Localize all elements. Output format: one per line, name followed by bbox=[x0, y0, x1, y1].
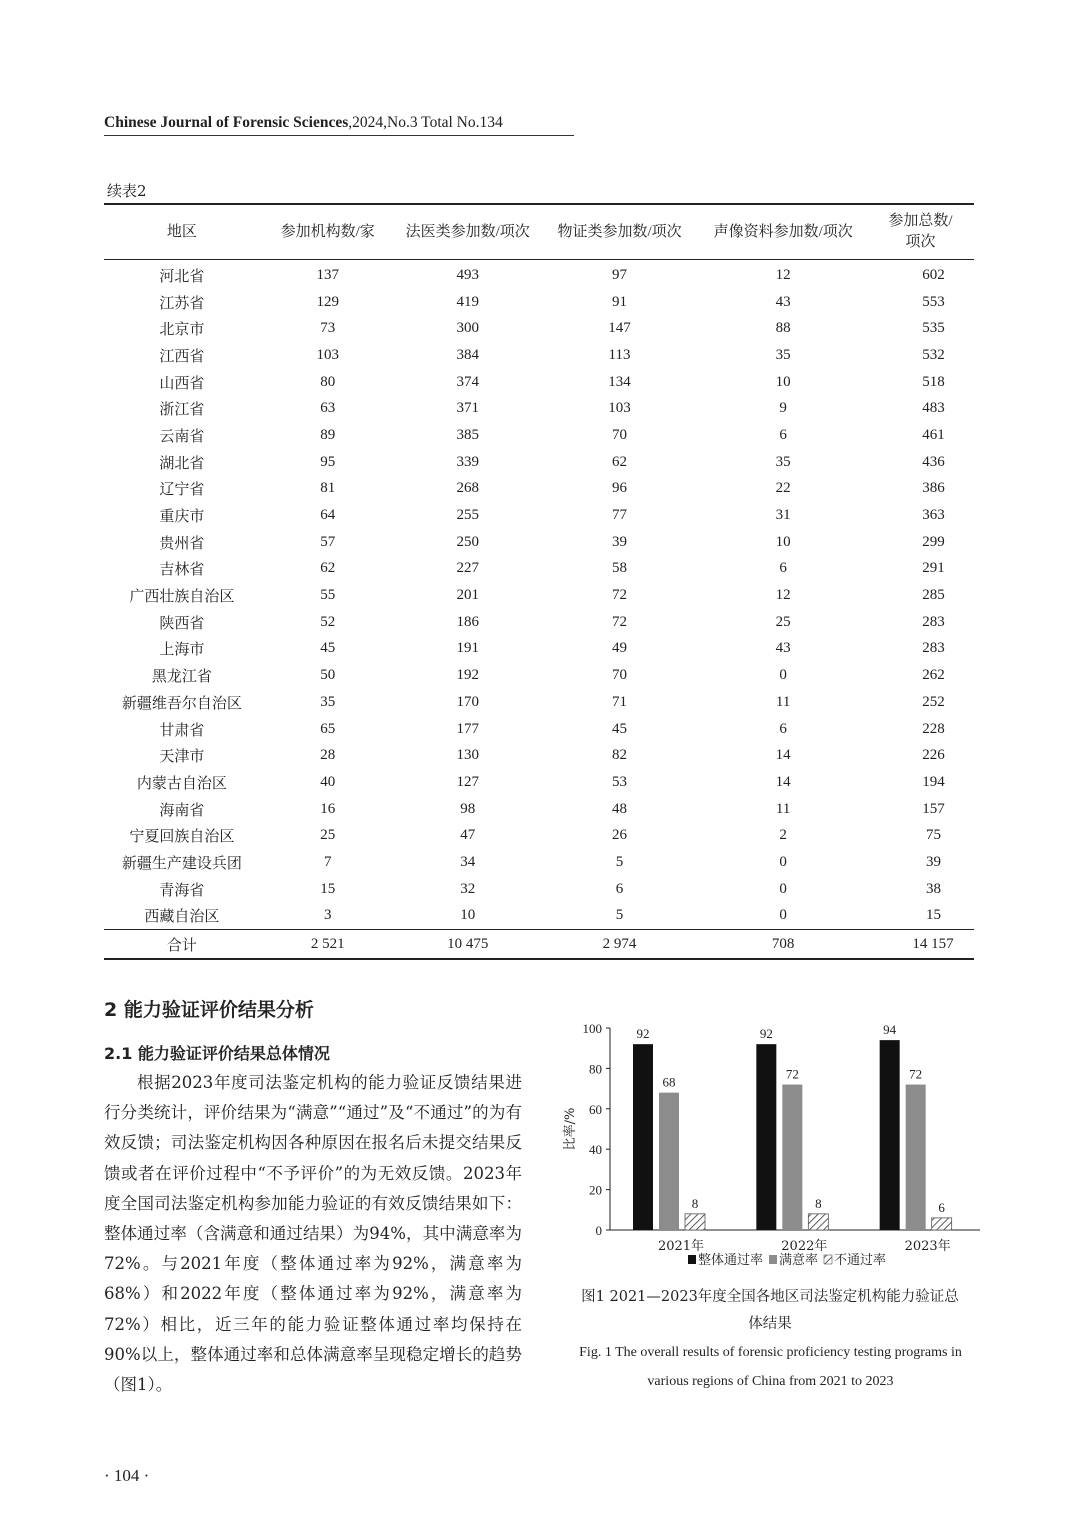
y-tick-label: 80 bbox=[589, 1061, 602, 1077]
forensic-medicine-cell: 374 bbox=[456, 373, 479, 390]
institutions-cell: 62 bbox=[320, 560, 336, 577]
table-row bbox=[104, 315, 974, 342]
audiovisual-cell: 11 bbox=[775, 800, 791, 817]
institutions-cell: 3 bbox=[323, 907, 332, 924]
physical-evidence-cell: 58 bbox=[612, 560, 628, 577]
table-row bbox=[104, 556, 974, 583]
forensic-medicine-cell: 177 bbox=[456, 720, 479, 737]
data-label: 94 bbox=[883, 1022, 897, 1038]
table-row bbox=[104, 582, 974, 609]
institutions-cell: 16 bbox=[320, 800, 336, 817]
institutions-cell: 28 bbox=[320, 747, 336, 764]
table-body bbox=[104, 260, 974, 930]
total-cell: 228 bbox=[922, 720, 945, 737]
institutions-cell: 52 bbox=[320, 613, 336, 630]
total-cell: 291 bbox=[922, 560, 945, 577]
column-header: 地区 bbox=[166, 223, 197, 240]
table-row bbox=[104, 342, 974, 369]
physical-evidence-cell: 6 bbox=[615, 880, 624, 897]
institutions-cell: 25 bbox=[320, 827, 336, 844]
forensic-medicine-cell: 268 bbox=[456, 480, 479, 497]
table-row bbox=[104, 449, 974, 476]
physical-evidence-cell: 72 bbox=[612, 587, 628, 604]
forensic-medicine-cell: 419 bbox=[456, 293, 479, 310]
physical-evidence-cell: 45 bbox=[612, 720, 628, 737]
total-cell: 553 bbox=[922, 293, 945, 310]
region-cell: 北京市 bbox=[159, 322, 205, 339]
region-cell: 江西省 bbox=[159, 348, 205, 365]
region-cell: 云南省 bbox=[159, 428, 205, 445]
total-cell: 38 bbox=[925, 880, 941, 897]
audiovisual-cell: 35 bbox=[775, 453, 791, 470]
region-cell: 内蒙古自治区 bbox=[136, 775, 227, 792]
data-label: 92 bbox=[636, 1026, 650, 1042]
audiovisual-cell: 0 bbox=[779, 853, 787, 870]
y-axis-label: 比率/% bbox=[563, 1107, 578, 1151]
y-tick-label: 100 bbox=[582, 1021, 602, 1036]
table-row bbox=[104, 260, 974, 289]
physical-evidence-cell: 48 bbox=[612, 800, 628, 817]
data-label: 6 bbox=[938, 1199, 945, 1215]
bar-整体通过率 bbox=[880, 1040, 900, 1230]
region-cell: 上海市 bbox=[159, 642, 205, 659]
table-row bbox=[104, 849, 974, 876]
table-row bbox=[104, 395, 974, 422]
region-cell: 天津市 bbox=[159, 749, 205, 766]
page-number: · 104 · bbox=[104, 1466, 150, 1485]
region-cell: 宁夏回族自治区 bbox=[129, 829, 235, 846]
bar-整体通过率 bbox=[633, 1044, 653, 1230]
forensic-medicine-cell: 47 bbox=[460, 827, 476, 844]
table-row bbox=[104, 369, 974, 396]
institutions-cell: 73 bbox=[320, 320, 336, 337]
forensic-medicine-cell: 250 bbox=[456, 533, 479, 550]
column-header: 参加机构数/家 bbox=[280, 223, 375, 240]
physical-evidence-cell: 62 bbox=[612, 453, 628, 470]
forensic-medicine-cell: 186 bbox=[456, 613, 479, 630]
bar-不通过率 bbox=[808, 1214, 828, 1230]
forensic-medicine-cell: 10 bbox=[460, 907, 476, 924]
legend-label: 不通过率 bbox=[834, 1253, 887, 1268]
total-cell: 226 bbox=[922, 747, 945, 764]
physical-evidence-cell: 49 bbox=[612, 640, 628, 657]
participation-table bbox=[104, 203, 974, 960]
subsection-title: 2.1 能力验证评价结果总体情况 bbox=[104, 1044, 330, 1063]
total-cell: 363 bbox=[922, 507, 945, 524]
legend-label: 满意率 bbox=[779, 1253, 819, 1268]
table-row bbox=[104, 769, 974, 796]
audiovisual-cell: 14 bbox=[775, 747, 791, 764]
physical-evidence-cell: 97 bbox=[612, 266, 628, 283]
bar-满意率 bbox=[782, 1085, 802, 1230]
physical-evidence-cell: 72 bbox=[612, 613, 628, 630]
total-forensic-medicine-cell: 10 475 bbox=[447, 935, 489, 952]
audiovisual-cell: 12 bbox=[775, 587, 791, 604]
forensic-medicine-cell: 201 bbox=[456, 587, 479, 604]
table-row bbox=[104, 689, 974, 716]
audiovisual-cell: 11 bbox=[775, 693, 791, 710]
total-cell: 39 bbox=[925, 853, 941, 870]
total-cell: 15 bbox=[925, 907, 941, 924]
audiovisual-cell: 0 bbox=[779, 880, 787, 897]
issue-info: ,2024,No.3 Total No.134 bbox=[348, 114, 503, 131]
audiovisual-cell: 31 bbox=[775, 507, 791, 524]
audiovisual-cell: 2 bbox=[779, 827, 787, 844]
audiovisual-cell: 25 bbox=[775, 613, 791, 630]
region-cell: 浙江省 bbox=[159, 402, 205, 419]
total-institutions-cell: 2 521 bbox=[310, 935, 345, 952]
region-cell: 海南省 bbox=[159, 802, 205, 819]
region-cell: 青海省 bbox=[159, 882, 205, 899]
forensic-medicine-cell: 191 bbox=[456, 640, 479, 657]
total-cell: 386 bbox=[922, 480, 945, 497]
forensic-medicine-cell: 371 bbox=[456, 400, 479, 417]
legend-swatch bbox=[769, 1255, 777, 1264]
table-row bbox=[104, 476, 974, 503]
running-header bbox=[104, 113, 574, 136]
table-row bbox=[104, 742, 974, 769]
region-cell: 湖北省 bbox=[159, 455, 205, 472]
y-tick-label: 40 bbox=[589, 1142, 602, 1158]
physical-evidence-cell: 70 bbox=[612, 426, 628, 443]
institutions-cell: 137 bbox=[316, 266, 339, 283]
table-row bbox=[104, 422, 974, 449]
data-label: 68 bbox=[662, 1074, 676, 1090]
audiovisual-cell: 10 bbox=[775, 533, 791, 550]
total-cell: 602 bbox=[922, 266, 945, 283]
physical-evidence-cell: 103 bbox=[608, 400, 631, 417]
table-total-row bbox=[104, 930, 974, 960]
total-physical-evidence-cell: 2 974 bbox=[602, 935, 637, 952]
total-cell: 283 bbox=[922, 613, 945, 630]
total-cell: 75 bbox=[925, 827, 941, 844]
table-row bbox=[104, 502, 974, 529]
total-cell: 194 bbox=[922, 773, 945, 790]
total-cell: 283 bbox=[922, 640, 945, 657]
column-header: 参加总数/ 项次 bbox=[888, 213, 953, 250]
table-caption: 续表2 bbox=[107, 182, 147, 200]
figure-1-chart bbox=[560, 1012, 980, 1282]
region-cell: 黑龙江省 bbox=[151, 669, 212, 686]
table-row bbox=[104, 822, 974, 849]
total-audiovisual-cell: 708 bbox=[771, 935, 795, 952]
region-cell: 甘肃省 bbox=[159, 722, 205, 739]
total-cell: 483 bbox=[922, 400, 945, 417]
data-label: 72 bbox=[909, 1066, 923, 1082]
bar-满意率 bbox=[906, 1085, 926, 1230]
total-cell: 252 bbox=[922, 693, 945, 710]
institutions-cell: 57 bbox=[320, 533, 336, 550]
table-header-row bbox=[104, 204, 974, 260]
institutions-cell: 55 bbox=[320, 587, 336, 604]
table-row bbox=[104, 903, 974, 930]
table-row bbox=[104, 529, 974, 556]
audiovisual-cell: 43 bbox=[775, 640, 791, 657]
forensic-medicine-cell: 170 bbox=[456, 693, 479, 710]
institutions-cell: 65 bbox=[320, 720, 336, 737]
total-cell: 262 bbox=[922, 667, 945, 684]
audiovisual-cell: 10 bbox=[775, 373, 791, 390]
physical-evidence-cell: 71 bbox=[612, 693, 628, 710]
audiovisual-cell: 14 bbox=[775, 773, 791, 790]
total-cell: 157 bbox=[922, 800, 945, 817]
institutions-cell: 95 bbox=[320, 453, 336, 470]
forensic-medicine-cell: 493 bbox=[456, 266, 479, 283]
institutions-cell: 129 bbox=[316, 293, 339, 310]
institutions-cell: 45 bbox=[320, 640, 336, 657]
figure-caption-cn: 图1 2021—2023年度全国各地区司法鉴定机构能力验证总体结果 bbox=[581, 1289, 959, 1332]
institutions-cell: 7 bbox=[323, 853, 332, 870]
forensic-medicine-cell: 127 bbox=[456, 773, 479, 790]
audiovisual-cell: 12 bbox=[775, 266, 791, 283]
table-row bbox=[104, 876, 974, 903]
forensic-medicine-cell: 192 bbox=[456, 667, 479, 684]
institutions-cell: 103 bbox=[316, 346, 339, 363]
bar-chart-svg bbox=[560, 1012, 980, 1282]
table-row bbox=[104, 636, 974, 663]
region-cell: 西藏自治区 bbox=[144, 909, 220, 926]
y-tick-label: 20 bbox=[589, 1182, 602, 1198]
total-cell: 535 bbox=[922, 320, 945, 337]
section-title: 2 能力验证评价结果分析 bbox=[104, 999, 314, 1021]
bar-满意率 bbox=[659, 1093, 679, 1230]
region-cell: 新疆生产建设兵团 bbox=[121, 855, 242, 872]
audiovisual-cell: 0 bbox=[779, 667, 787, 684]
institutions-cell: 50 bbox=[320, 667, 336, 684]
legend-swatch bbox=[824, 1255, 832, 1264]
physical-evidence-cell: 5 bbox=[615, 907, 624, 924]
audiovisual-cell: 88 bbox=[775, 320, 791, 337]
forensic-medicine-cell: 300 bbox=[456, 320, 479, 337]
audiovisual-cell: 6 bbox=[779, 720, 787, 737]
audiovisual-cell: 43 bbox=[775, 293, 791, 310]
physical-evidence-cell: 113 bbox=[608, 346, 631, 363]
total-total-cell: 14 157 bbox=[912, 935, 954, 952]
region-cell: 吉林省 bbox=[159, 562, 205, 579]
data-label: 8 bbox=[815, 1195, 822, 1211]
total-cell: 532 bbox=[922, 346, 945, 363]
bar-不通过率 bbox=[685, 1214, 705, 1230]
physical-evidence-cell: 96 bbox=[612, 480, 628, 497]
physical-evidence-cell: 134 bbox=[608, 373, 631, 390]
physical-evidence-cell: 26 bbox=[612, 827, 628, 844]
x-tick-label: 2022年 bbox=[781, 1239, 828, 1254]
region-cell: 新疆维吾尔自治区 bbox=[121, 695, 242, 712]
institutions-cell: 63 bbox=[320, 400, 336, 417]
x-tick-label: 2021年 bbox=[657, 1239, 705, 1254]
institutions-cell: 35 bbox=[320, 693, 336, 710]
forensic-medicine-cell: 385 bbox=[456, 426, 479, 443]
bar-整体通过率 bbox=[756, 1044, 776, 1230]
table-row bbox=[104, 609, 974, 636]
region-cell: 贵州省 bbox=[159, 535, 205, 552]
region-cell: 重庆市 bbox=[159, 509, 205, 526]
column-header: 物证类参加数/项次 bbox=[557, 223, 682, 240]
region-cell: 辽宁省 bbox=[159, 482, 205, 499]
figure-caption-en: Fig. 1 The overall results of forensic proficiency testing programs in various regions of China from 2021 to 2023 bbox=[579, 1345, 962, 1389]
physical-evidence-cell: 70 bbox=[612, 667, 628, 684]
region-cell: 山西省 bbox=[159, 375, 205, 392]
physical-evidence-cell: 5 bbox=[615, 853, 624, 870]
forensic-medicine-cell: 255 bbox=[456, 507, 479, 524]
x-tick-label: 2023年 bbox=[904, 1239, 951, 1254]
total-region-cell: 合计 bbox=[166, 937, 197, 954]
physical-evidence-cell: 82 bbox=[612, 747, 628, 764]
forensic-medicine-cell: 98 bbox=[460, 800, 476, 817]
total-cell: 518 bbox=[922, 373, 945, 390]
institutions-cell: 40 bbox=[320, 773, 336, 790]
forensic-medicine-cell: 130 bbox=[456, 747, 479, 764]
total-cell: 299 bbox=[922, 533, 945, 550]
column-header: 法医类参加数/项次 bbox=[405, 223, 530, 240]
table-row bbox=[104, 716, 974, 743]
forensic-medicine-cell: 34 bbox=[460, 853, 476, 870]
region-cell: 广西壮族自治区 bbox=[129, 589, 235, 606]
bar-不通过率 bbox=[932, 1218, 952, 1230]
y-tick-label: 0 bbox=[595, 1223, 602, 1238]
forensic-medicine-cell: 32 bbox=[460, 880, 476, 897]
audiovisual-cell: 22 bbox=[775, 480, 791, 497]
y-tick-label: 60 bbox=[589, 1101, 602, 1117]
table-row bbox=[104, 289, 974, 316]
forensic-medicine-cell: 339 bbox=[456, 453, 479, 470]
institutions-cell: 81 bbox=[320, 480, 336, 497]
total-cell: 461 bbox=[922, 426, 945, 443]
column-header: 声像资料参加数/项次 bbox=[713, 223, 853, 240]
forensic-medicine-cell: 227 bbox=[456, 560, 479, 577]
journal-name: Chinese Journal of Forensic Sciences bbox=[104, 114, 349, 131]
region-cell: 江苏省 bbox=[159, 295, 205, 312]
physical-evidence-cell: 39 bbox=[612, 533, 628, 550]
audiovisual-cell: 9 bbox=[779, 400, 787, 417]
legend-swatch bbox=[688, 1255, 696, 1264]
table-row bbox=[104, 796, 974, 823]
physical-evidence-cell: 91 bbox=[612, 293, 628, 310]
data-label: 92 bbox=[759, 1026, 773, 1042]
body-paragraph: 根据2023年度司法鉴定机构的能力验证反馈结果进行分类统计，评价结果为“满意”“通过”及“不通过”的为有效反馈；司法鉴定机构因各种原因在报名后未提交结果反馈或者在评价过程中“不予评价”的为无效反馈。2023年度全国司法鉴定机构参加能力验证的有效反馈结果如下：整体通过率（含满意和通过结果）为94%，其中满意率为72%。与2021年度（整体通过率为92%，满意率为68%）和2022年度（整体通过率为92%，满意率为72%）相比，近三年的能力验证整体通过率均保持在90%以上，整体通过率和总体满意率呈现稳定增长的趋势（图1）。 bbox=[104, 1073, 522, 1395]
audiovisual-cell: 6 bbox=[779, 426, 787, 443]
region-cell: 河北省 bbox=[159, 268, 205, 285]
institutions-cell: 64 bbox=[320, 507, 336, 524]
total-cell: 285 bbox=[922, 587, 945, 604]
total-cell: 436 bbox=[922, 453, 945, 470]
data-label: 72 bbox=[785, 1066, 799, 1082]
audiovisual-cell: 6 bbox=[779, 560, 787, 577]
forensic-medicine-cell: 384 bbox=[456, 346, 479, 363]
physical-evidence-cell: 53 bbox=[612, 773, 628, 790]
physical-evidence-cell: 147 bbox=[608, 320, 631, 337]
audiovisual-cell: 0 bbox=[779, 907, 787, 924]
institutions-cell: 80 bbox=[320, 373, 336, 390]
region-cell: 陕西省 bbox=[159, 615, 205, 632]
audiovisual-cell: 35 bbox=[775, 346, 791, 363]
legend-label: 整体通过率 bbox=[698, 1253, 764, 1268]
physical-evidence-cell: 77 bbox=[612, 507, 628, 524]
data-label: 8 bbox=[691, 1195, 699, 1211]
institutions-cell: 15 bbox=[320, 880, 336, 897]
institutions-cell: 89 bbox=[320, 426, 336, 443]
table-row bbox=[104, 662, 974, 689]
